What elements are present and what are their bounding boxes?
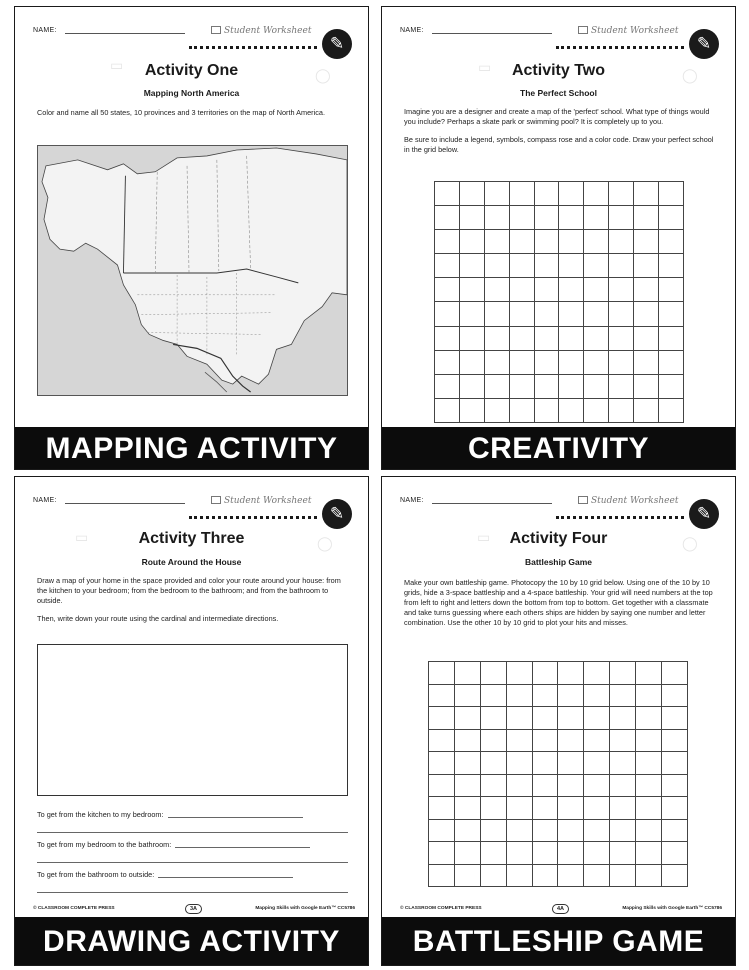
grid-cell [584,230,609,254]
grid-cell [480,684,506,707]
grid-cell [610,819,636,842]
grid-cell [559,206,584,230]
name-line [65,33,185,34]
grid-cell [454,752,480,775]
grid-cell [429,797,455,820]
grid-cell [609,182,634,206]
route-question: To get from my bedroom to the bathroom: [37,840,348,849]
grid-cell [662,774,688,797]
grid-cell [559,182,584,206]
grid-cell [636,684,662,707]
grid-cell [534,326,559,350]
grid-cell [636,842,662,865]
grid-cell [534,206,559,230]
grid-row [429,707,688,730]
grid-cell [532,797,558,820]
grid-cell [506,864,532,887]
grid-cell [484,326,509,350]
grid-cell [659,398,684,422]
instructions-paragraph: Then, write down your route using the cardinal and intermediate directions. [37,614,279,623]
grid-cell [584,842,610,865]
grid-row [435,398,684,422]
grid-cell [506,662,532,685]
grid-cell [636,797,662,820]
grid-cell [459,182,484,206]
grid-cell [534,302,559,326]
page-number: 3A [185,904,202,914]
grid-row [429,684,688,707]
grid-cell [636,662,662,685]
grid-cell [659,230,684,254]
drawing-grid [434,181,684,423]
grid-cell [662,729,688,752]
faded-map-icon: ▭ [110,57,124,73]
answer-line [37,832,348,833]
grid-cell [429,774,455,797]
grid-cell [559,302,584,326]
grid-cell [454,729,480,752]
north-america-map [37,145,348,396]
grid-cell [609,302,634,326]
drawing-area [37,644,348,796]
grid-cell [532,662,558,685]
grid-cell [484,182,509,206]
dotted-divider [189,46,317,49]
grid-row [429,774,688,797]
grid-cell [429,819,455,842]
name-label: NAME: [33,27,57,34]
grid-cell [610,707,636,730]
grid-cell [662,662,688,685]
grid-cell [454,684,480,707]
grid-cell [429,864,455,887]
answer-line [37,892,348,893]
student-worksheet-tag: Student Worksheet [211,26,311,36]
grid-cell [532,774,558,797]
grid-cell [634,278,659,302]
grid-cell [509,398,534,422]
grid-cell [484,398,509,422]
grid-cell [459,326,484,350]
grid-cell [610,774,636,797]
grid-cell [584,206,609,230]
grid-row [435,254,684,278]
pencil-icon: ✎ [689,29,719,59]
grid-cell [509,350,534,374]
grid-cell [459,206,484,230]
grid-cell [480,797,506,820]
grid-cell [484,350,509,374]
grid-cell [506,819,532,842]
grid-cell [662,797,688,820]
dotted-divider [556,46,684,49]
grid-cell [659,182,684,206]
grid-cell [480,752,506,775]
grid-cell [609,206,634,230]
grid-cell [584,302,609,326]
page-number: 4A [552,904,569,914]
grid-cell [459,350,484,374]
grid-cell [558,707,584,730]
grid-cell [584,254,609,278]
answer-line [168,817,303,818]
activity-title: Activity Two [511,62,606,79]
faded-map-icon: ▭ [477,529,491,545]
grid-cell [480,729,506,752]
grid-cell [634,398,659,422]
grid-cell [435,326,460,350]
grid-cell [662,684,688,707]
grid-cell [532,864,558,887]
grid-cell [532,819,558,842]
grid-cell [559,326,584,350]
grid-cell [662,707,688,730]
grid-cell [559,278,584,302]
grid-cell [659,254,684,278]
activity-subtitle: Mapping North America [143,88,240,98]
book-icon [211,496,221,504]
grid-cell [558,819,584,842]
banner-drawing-activity: DRAWING ACTIVITY [15,917,368,965]
dotted-divider [556,516,684,519]
grid-cell [484,206,509,230]
grid-cell [584,819,610,842]
grid-cell [429,662,455,685]
grid-cell [484,374,509,398]
grid-cell [584,374,609,398]
instructions-paragraph: Make your own battleship game. Photocopy the 10 by 10 grid below. Using one of the 10 by 10 grids, hide a 3-space battleship and a 4-space battleship. Your grid will need numbers at the top from left to right and letters down the bottom from top to bottom. Get together with a classmate and take turns guessing where each others ships are hidden by saying one number and letter combination. Use the other 10 by 10 grid to plot your hits and misses. [404,578,713,627]
grid-cell [584,350,609,374]
grid-cell [459,374,484,398]
answer-line [158,877,293,878]
grid-cell [435,182,460,206]
grid-cell [634,206,659,230]
instructions-paragraph: Be sure to include a legend, symbols, compass rose and a color code. Draw your perfect school in the grid below. [404,135,714,154]
grid-cell [484,230,509,254]
grid-cell [662,842,688,865]
grid-cell [459,302,484,326]
grid-cell [610,752,636,775]
instructions [404,578,719,636]
grid-cell [662,819,688,842]
grid-cell [435,254,460,278]
grid-cell [506,729,532,752]
grid-cell [659,350,684,374]
grid-cell [636,707,662,730]
grid-cell [584,774,610,797]
faded-globe-icon: ◯ [682,535,698,551]
grid-cell [435,206,460,230]
faded-map-icon: ▭ [478,59,492,75]
grid-cell [584,707,610,730]
instructions [37,108,352,126]
grid-cell [634,350,659,374]
publisher-name: © CLASSROOM COMPLETE PRESS [33,906,115,911]
grid-row [435,230,684,254]
grid-cell [634,374,659,398]
grid-cell [480,774,506,797]
grid-cell [609,350,634,374]
grid-cell [506,774,532,797]
grid-row [435,350,684,374]
grid-cell [662,864,688,887]
grid-cell [609,398,634,422]
grid-cell [558,797,584,820]
grid-row [435,374,684,398]
grid-cell [534,278,559,302]
pencil-icon: ✎ [322,29,352,59]
name-label: NAME: [400,497,424,504]
student-worksheet-tag: Student Worksheet [578,26,678,36]
grid-cell [636,729,662,752]
grid-cell [559,374,584,398]
grid-cell [509,374,534,398]
grid-cell [558,774,584,797]
grid-cell [506,684,532,707]
grid-cell [634,254,659,278]
grid-cell [534,230,559,254]
student-worksheet-tag: Student Worksheet [578,496,678,506]
grid-cell [558,684,584,707]
grid-cell [506,752,532,775]
pencil-icon: ✎ [689,499,719,529]
banner-battleship-game: BATTLESHIP GAME [382,917,735,965]
grid-row [435,278,684,302]
grid-cell [584,752,610,775]
grid-cell [480,864,506,887]
grid-cell [584,729,610,752]
grid-cell [480,819,506,842]
activity-subtitle: Battleship Game [524,557,593,567]
route-question: To get from the bathroom to outside: [37,870,348,879]
grid-cell [559,254,584,278]
name-label: NAME: [400,27,424,34]
instructions-paragraph: Imagine you are a designer and create a map of the 'perfect' school. What type of things would you include? Perhaps a skate park or swimming pool? It is completely up to you. [404,107,710,126]
publisher-name: © CLASSROOM COMPLETE PRESS [400,906,482,911]
grid-cell [509,326,534,350]
answer-line [175,847,310,848]
grid-cell [480,842,506,865]
grid-cell [454,797,480,820]
book-reference: Mapping Skills with Google Earth™ CC5786 [255,906,355,911]
grid-cell [459,254,484,278]
faded-globe-icon: ◯ [317,535,333,551]
activity-title: Activity Three [138,530,245,547]
grid-cell [584,684,610,707]
grid-cell [636,774,662,797]
worksheet-creativity [381,6,736,470]
grid-row [429,729,688,752]
grid-cell [532,707,558,730]
grid-cell [634,230,659,254]
grid-cell [484,302,509,326]
grid-cell [659,278,684,302]
grid-cell [584,182,609,206]
grid-cell [558,729,584,752]
grid-cell [584,662,610,685]
worksheet-drawing-activity [14,476,369,966]
name-line [432,503,552,504]
grid-cell [459,398,484,422]
grid-cell [532,842,558,865]
grid-cell [429,752,455,775]
grid-row [429,662,688,685]
name-label: NAME: [33,497,57,504]
instructions-paragraph: Draw a map of your home in the space provided and color your route around your house: from the kitchen to your bedroom; from the bedroom to the bathroom; and from the bathroom to outside. [37,576,341,605]
faded-globe-icon: ◯ [682,67,698,83]
grid-cell [659,206,684,230]
grid-cell [480,707,506,730]
grid-cell [454,842,480,865]
book-icon [578,26,588,34]
grid-cell [459,230,484,254]
grid-cell [454,774,480,797]
banner-creativity: CREATIVITY [382,427,735,469]
grid-cell [610,729,636,752]
grid-cell [435,230,460,254]
grid-cell [509,206,534,230]
grid-cell [659,326,684,350]
name-line [65,503,185,504]
grid-row [435,182,684,206]
worksheet-mapping-activity [14,6,369,470]
pencil-icon: ✎ [322,499,352,529]
grid-cell [610,662,636,685]
grid-cell [532,684,558,707]
grid-row [435,302,684,326]
grid-cell [480,662,506,685]
faded-map-icon: ▭ [75,529,89,545]
grid-cell [459,278,484,302]
grid-cell [435,302,460,326]
route-question: To get from the kitchen to my bedroom: [37,810,348,819]
grid-cell [609,254,634,278]
book-icon [578,496,588,504]
grid-cell [534,182,559,206]
grid-cell [435,374,460,398]
grid-cell [584,797,610,820]
instructions [37,576,352,632]
faded-globe-icon: ◯ [315,67,331,83]
grid-row [429,864,688,887]
grid-cell [484,254,509,278]
grid-cell [509,182,534,206]
grid-cell [636,752,662,775]
grid-cell [609,374,634,398]
name-line [432,33,552,34]
grid-cell [484,278,509,302]
grid-cell [506,797,532,820]
grid-cell [609,230,634,254]
grid-cell [506,707,532,730]
grid-cell [659,374,684,398]
grid-cell [435,398,460,422]
activity-subtitle: Route Around the House [141,557,242,567]
grid-cell [532,729,558,752]
grid-cell [509,278,534,302]
grid-row [429,819,688,842]
grid-cell [634,326,659,350]
grid-row [435,326,684,350]
grid-cell [558,662,584,685]
grid-row [429,752,688,775]
activity-title: Activity One [144,62,239,79]
grid-cell [435,278,460,302]
grid-cell [558,752,584,775]
grid-cell [509,302,534,326]
grid-cell [634,182,659,206]
answer-line [37,862,348,863]
grid-cell [509,254,534,278]
grid-row [435,206,684,230]
grid-cell [509,230,534,254]
grid-cell [610,684,636,707]
grid-cell [609,278,634,302]
grid-cell [610,864,636,887]
north-america-outline [38,146,347,395]
grid-cell [454,707,480,730]
grid-cell [610,797,636,820]
grid-cell [534,374,559,398]
grid-cell [429,729,455,752]
grid-cell [558,842,584,865]
grid-cell [584,326,609,350]
grid-cell [662,752,688,775]
grid-cell [429,707,455,730]
grid-row [429,797,688,820]
grid-cell [558,864,584,887]
battleship-grid [428,661,688,887]
grid-cell [506,842,532,865]
grid-cell [435,350,460,374]
dotted-divider [189,516,317,519]
grid-cell [584,278,609,302]
worksheet-battleship-game [381,476,736,966]
activity-subtitle: The Perfect School [520,88,597,98]
student-worksheet-tag: Student Worksheet [211,496,311,506]
grid-cell [559,350,584,374]
grid-cell [429,842,455,865]
grid-cell [534,350,559,374]
grid-cell [534,254,559,278]
book-reference: Mapping Skills with Google Earth™ CC5786 [622,906,722,911]
instructions [404,107,719,163]
grid-cell [532,752,558,775]
grid-cell [454,819,480,842]
grid-cell [559,398,584,422]
grid-cell [609,326,634,350]
grid-cell [636,864,662,887]
grid-cell [610,842,636,865]
grid-cell [454,864,480,887]
grid-cell [584,398,609,422]
book-icon [211,26,221,34]
grid-cell [429,684,455,707]
grid-cell [634,302,659,326]
grid-cell [584,864,610,887]
instructions-paragraph: Color and name all 50 states, 10 provinces and 3 territories on the map of North America. [37,108,325,117]
grid-row [429,842,688,865]
grid-cell [659,302,684,326]
banner-mapping-activity: MAPPING ACTIVITY [15,427,368,469]
grid-cell [534,398,559,422]
grid-cell [636,819,662,842]
activity-title: Activity Four [509,530,608,547]
grid-cell [454,662,480,685]
grid-cell [559,230,584,254]
